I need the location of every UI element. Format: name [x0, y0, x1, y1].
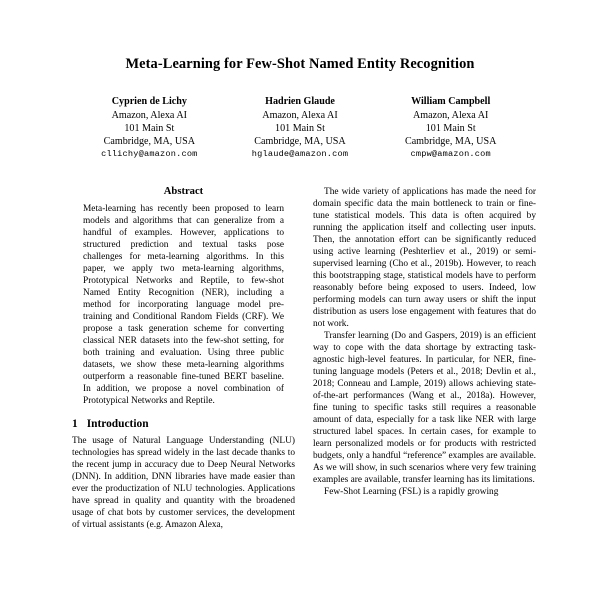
paragraph: Transfer learning (Do and Gaspers, 2019) is an efficient way to cope with the data shortage by extracting task-agnostic high-level features. In particular, for NER, fine-tuning language models (Peters et al., 2018; Devlin et al., 2018; Conneau and Lample, 2019) allows achieving state-of-the-art performances (Wang et al., 2018a). However, fine tuning to specific tasks still requires a reasonable amount of data, especially for a task like NER with large structured label spaces. In certain cases, for example to learn personalized models or for products with restricted budgets, only a handful “reference” examples are available. As we will show, in such scenarios where very few training examples are available, transfer learning has its limitations. — [313, 331, 536, 486]
author-name: Hadrien Glaude — [265, 96, 335, 108]
paragraph: The usage of Natural Language Understanding (NLU) technologies has spread widely in the last decade thanks to the recent jump in accuracy due to Deep Neural Networks (DNN). In addition, DNN libraries have made easier than ever the productization of NLU technologies. Applications have spread in quality and quantity with the broadened usage of chat bots by customer services, the development of virtual assistants (e.g. Amazon Alexa, — [72, 436, 295, 531]
author-email[interactable]: cmpw@amazon.com — [410, 149, 491, 160]
abstract-heading: Abstract — [163, 186, 204, 198]
left-column — [72, 186, 295, 531]
author-email[interactable]: cllichy@amazon.com — [101, 149, 198, 160]
page-title: Meta-Learning for Few-Shot Named Entity Recognition — [125, 56, 475, 72]
author-street: 101 Main St — [425, 122, 476, 134]
section-number: 1 — [72, 418, 78, 431]
author-affiliation: Amazon, Alexa AI — [111, 109, 188, 121]
author-affiliation: Amazon, Alexa AI — [262, 109, 338, 121]
author-street: 101 Main St — [124, 122, 175, 134]
author-block — [72, 95, 528, 160]
section-title: Introduction — [86, 418, 149, 431]
author-name: William Campbell — [411, 96, 491, 108]
author-city: Cambridge, MA, USA — [103, 136, 196, 148]
paragraph: Few-Shot Learning (FSL) is a rapidly growing — [324, 487, 499, 498]
author-city: Cambridge, MA, USA — [254, 136, 346, 148]
right-column — [313, 186, 536, 531]
author-city: Cambridge, MA, USA — [404, 136, 497, 148]
author-name: Cyprien de Lichy — [111, 96, 187, 108]
author-email[interactable]: hglaude@amazon.com — [251, 149, 349, 160]
paragraph: The wide variety of applications has made the need for domain specific data the main bottleneck to train or fine-tune statistical models. This data is often acquired by running the application itself and collecting user inputs. Then, the annotation effort can be significantly reduced using active learning (Peshterliev et al., 2019) or semi-supervised learning (Cho et al., 2019b). However, to reach this bootstrapping stage, statistical models have to perform reasonably before being exposed to users. Indeed, low performing models can turn away users or shift the input distribution as users lose engagement with features that do not work. — [313, 187, 536, 330]
section-heading-introduction — [72, 418, 295, 430]
author-entry — [375, 95, 526, 160]
abstract-paragraph: Meta-learning has recently been proposed to learn models and algorithms that can generalize from a handful of examples. However, applications to structured prediction and textual tasks pose challenges for meta-learning algorithms. In this paper, we apply two meta-learning algorithms, Prototypical Networks and Reptile, to few-shot Named Entity Recognition (NER), including a method for incorporating language model pre-training and Conditional Random Fields (CRF). We propose a task generation scheme for converting classical NER datasets into the few-shot setting, for both training and evaluation. Using three public datasets, we show these meta-learning algorithms outperform a reasonable fine-tuned BERT baseline. In addition, we propose a novel combination of Prototypical Networks and Reptile. — [83, 204, 284, 407]
body-columns — [72, 186, 536, 531]
abstract-body — [72, 203, 295, 407]
author-entry — [74, 95, 225, 160]
author-affiliation: Amazon, Alexa AI — [412, 109, 489, 121]
author-street: 101 Main St — [275, 122, 325, 134]
author-entry — [225, 95, 376, 160]
